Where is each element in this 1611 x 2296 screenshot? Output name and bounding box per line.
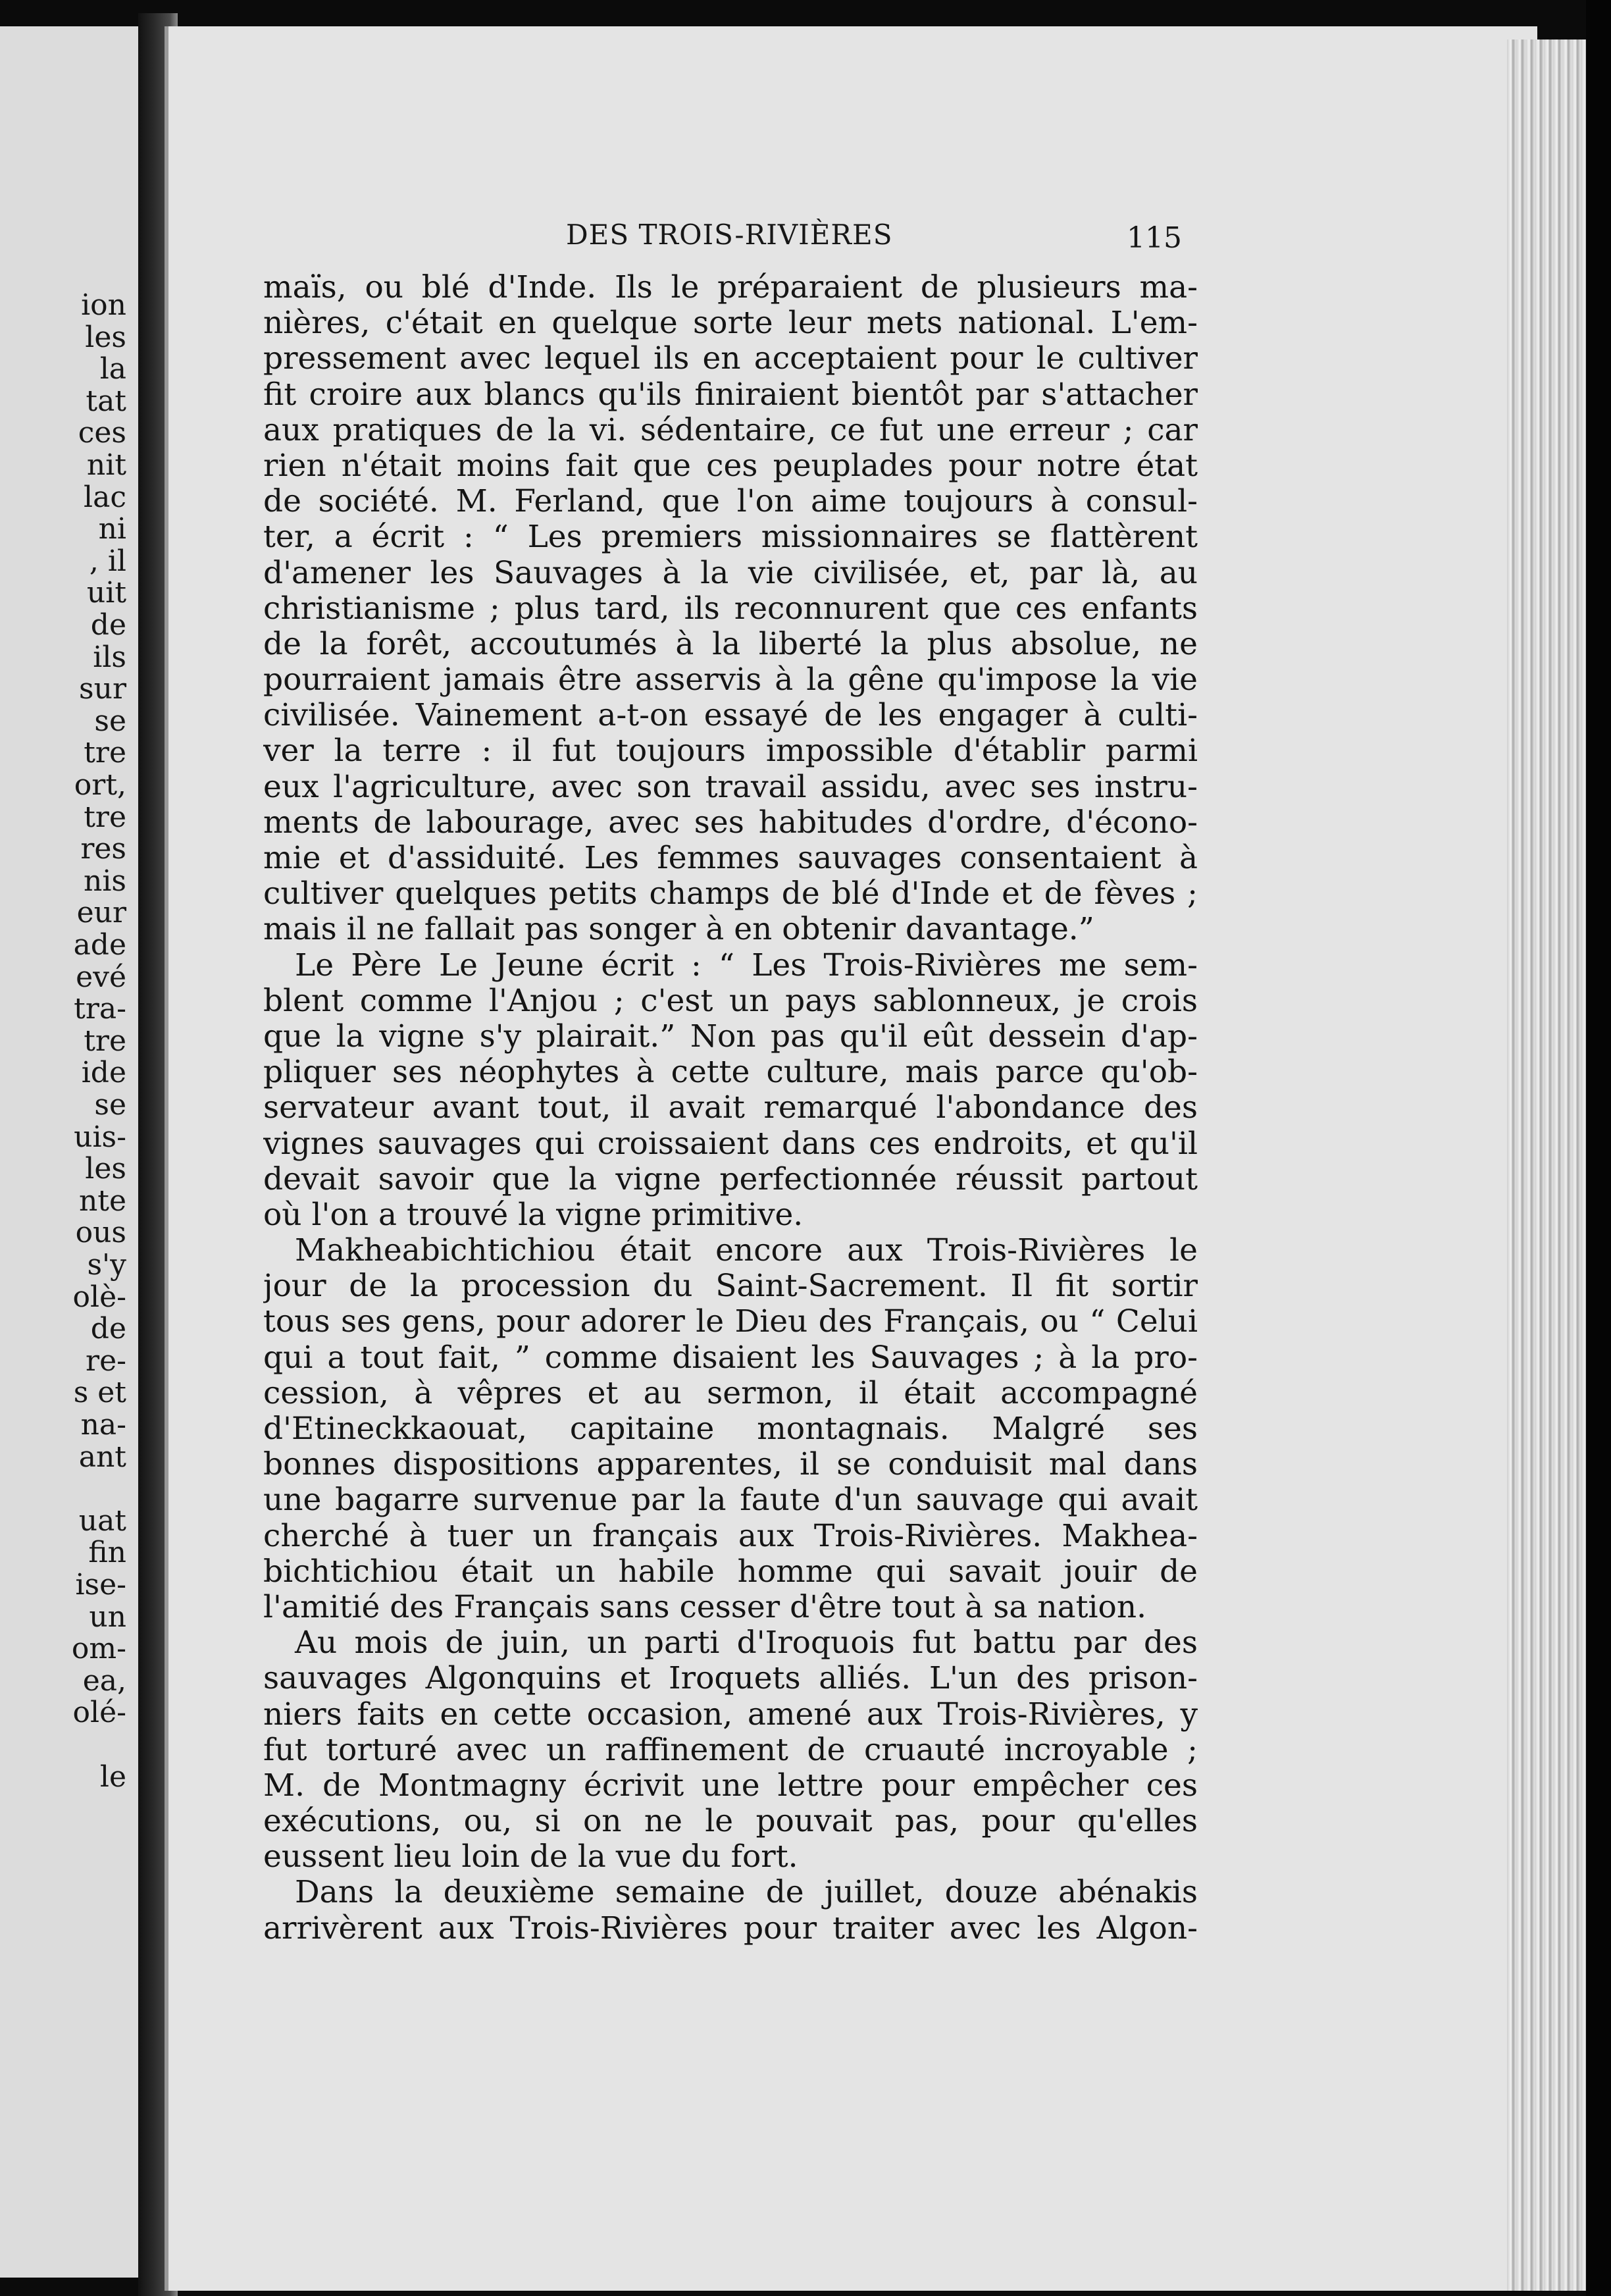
facing-page-fragment: re- (86, 1344, 126, 1378)
text-line: rien n'était moins fait que ces peuplades pour notre état (263, 448, 1198, 484)
text-line: Le Père Le Jeune écrit : “ Les Trois-Rivières me sem- (295, 947, 1198, 983)
facing-page-fragment: de (90, 1312, 126, 1346)
facing-page-fragment: ise- (75, 1568, 126, 1602)
text-line: bichtichiou était un habile homme qui savait jouir de (263, 1553, 1198, 1590)
running-head: DES TROIS-RIVIÈRES (566, 219, 893, 251)
text-line: fit croire aux blancs qu'ils finiraient bientôt par s'attacher (263, 377, 1198, 413)
text-line: arrivèrent aux Trois-Rivières pour traiter avec les Algon- (263, 1910, 1198, 1946)
text-line: Makheabichtichiou était encore aux Trois-Rivières le (295, 1233, 1198, 1269)
facing-page-fragment: tat (86, 384, 126, 418)
facing-page-fragment: om- (71, 1632, 126, 1666)
facing-page-fragment: ide (81, 1056, 126, 1090)
text-line: ver la terre : il fut toujours impossible d'établir parmi (263, 733, 1198, 770)
text-line: mais il ne fallait pas songer à en obtenir davantage.” (263, 912, 1094, 948)
text-line: christianisme ; plus tard, ils reconnurent que ces enfants (263, 590, 1198, 627)
text-line: vignes sauvages qui croissaient dans ces endroits, et qu'il (263, 1126, 1198, 1162)
facing-page-fragment: ils (93, 640, 126, 674)
facing-page-fragment: les (85, 320, 126, 354)
text-line: pourraient jamais être asservis à la gêne qu'impose la vie (263, 662, 1198, 698)
text-line: bonnes dispositions apparentes, il se conduisit mal dans (263, 1447, 1198, 1483)
facing-page-fragment: le (99, 1760, 126, 1794)
text-line: une bagarre survenue par la faute d'un sauvage qui avait (263, 1482, 1198, 1519)
facing-page-fragment: olè- (72, 1280, 126, 1314)
facing-page-fragment: ces (78, 416, 126, 450)
text-line: mie et d'assiduité. Les femmes sauvages consentaient à (263, 841, 1198, 876)
facing-page-fragment: nte (78, 1184, 126, 1218)
body-text (263, 270, 1198, 1946)
facing-page-fragment: uat (78, 1503, 126, 1538)
page-edges (1507, 39, 1586, 2291)
facing-page-fragment: na- (80, 1408, 126, 1442)
facing-page-fragment: ous (75, 1216, 126, 1250)
text-line: fut torturé avec un raffinement de cruauté incroyable ; (263, 1732, 1198, 1768)
facing-page-fragment: tre (84, 1024, 126, 1058)
text-line: M. de Montmagny écrivit une lettre pour empêcher ces (263, 1767, 1198, 1804)
facing-page-fragment: eur (76, 896, 126, 930)
facing-page-fragment: un (89, 1600, 126, 1634)
scan-border (1586, 0, 1611, 2296)
facing-page-fragment: s et (73, 1376, 126, 1410)
text-line: jour de la procession du Saint-Sacrement. Il fit sortir (263, 1268, 1198, 1305)
text-line: d'amener les Sauvages à la vie civilisée, et, par là, au (263, 555, 1198, 591)
text-line: tous ses gens, pour adorer le Dieu des Français, ou “ Celui (263, 1304, 1198, 1340)
facing-page-fragment: ni (98, 512, 126, 546)
facing-page-fragment: ort, (74, 768, 126, 802)
facing-page-fragment: ion (81, 288, 126, 322)
facing-page-fragment: ant (78, 1440, 126, 1474)
facing-page-fragment: ade (73, 928, 126, 962)
text-line: servateur avant tout, il avait remarqué l'abondance des (263, 1090, 1198, 1126)
text-line: où l'on a trouvé la vigne primitive. (263, 1197, 804, 1233)
text-line: ments de labourage, avec ses habitudes d'ordre, d'écono- (263, 804, 1198, 841)
text-line: aux pratiques de la vi. sédentaire, ce fut une erreur ; car (263, 412, 1198, 448)
facing-page-fragment: uis- (74, 1120, 126, 1154)
text-line: niers faits en cette occasion, amené aux Trois-Rivières, y (263, 1696, 1198, 1733)
text-line: cession, à vêpres et au sermon, il était accompagné (263, 1375, 1198, 1411)
facing-page-fragment: se (94, 704, 126, 738)
facing-page-fragment: les (85, 1152, 126, 1186)
text-line: cultiver quelques petits champs de blé d'Inde et de fèves ; (263, 876, 1198, 912)
facing-page-fragment: de (90, 608, 126, 642)
facing-page-fragment: , il (89, 544, 126, 578)
text-line: eussent lieu loin de la vue du fort. (263, 1839, 798, 1875)
text-line: ter, a écrit : “ Les premiers missionnaires se flattèrent (263, 519, 1198, 556)
page-number: 115 (1127, 221, 1182, 255)
facing-page-fragment: se (94, 1088, 126, 1122)
facing-page-fragment: ea, (82, 1663, 126, 1698)
text-line: Au mois de juin, un parti d'Iroquois fut battu par des (295, 1625, 1198, 1661)
text-line: pressement avec lequel ils en acceptaient pour le cultiver (263, 341, 1198, 377)
text-line: l'amitié des Français sans cesser d'être tout à sa nation. (263, 1589, 1147, 1625)
text-line: devait savoir que la vigne perfectionnée réussit partout (263, 1161, 1198, 1197)
text-line: nières, c'était en quelque sorte leur mets national. L'em- (263, 305, 1198, 342)
text-line: civilisée. Vainement a-t-on essayé de les engager à culti- (263, 698, 1198, 734)
text-line: maïs, ou blé d'Inde. Ils le préparaient de plusieurs ma- (263, 270, 1198, 305)
facing-page-fragment: evé (76, 960, 126, 994)
text-line: de la forêt, accoutumés à la liberté la plus absolue, ne (263, 626, 1198, 662)
text-line: sauvages Algonquins et Iroquets alliés. L'un des prison- (263, 1661, 1198, 1697)
facing-page-fragment: tra- (74, 992, 126, 1026)
facing-page-fragment: fin (88, 1536, 126, 1570)
facing-page-fragment: sur (79, 672, 126, 706)
text-line: de société. M. Ferland, que l'on aime toujours à consul- (263, 484, 1198, 520)
facing-page-fragment: nis (84, 864, 126, 898)
facing-page-fragment: olé- (72, 1696, 126, 1730)
text-line: que la vigne s'y plairait.” Non pas qu'il eût dessein d'ap- (263, 1018, 1198, 1055)
facing-page-fragment: res (80, 832, 126, 866)
text-line: exécutions, ou, si on ne le pouvait pas, pour qu'elles (263, 1804, 1198, 1840)
facing-page-fragment: la (99, 352, 126, 386)
facing-page-fragment: tre (84, 800, 126, 834)
facing-page-fragment: lac (84, 480, 126, 514)
facing-page (0, 26, 138, 2278)
text-line: d'Etineckkaouat, capitaine montagnais. Malgré ses (263, 1411, 1198, 1447)
facing-page-fragment: uit (86, 576, 126, 610)
facing-page-fragment: s'y (87, 1248, 126, 1282)
facing-page-fragment: tre (84, 736, 126, 770)
facing-page-fragment: nit (86, 448, 126, 482)
text-line: pliquer ses néophytes à cette culture, mais parce qu'ob- (263, 1055, 1198, 1091)
text-line: cherché à tuer un français aux Trois-Rivières. Makhea- (263, 1518, 1198, 1554)
text-line: blent comme l'Anjou ; c'est un pays sablonneux, je crois (263, 983, 1198, 1019)
text-line: Dans la deuxième semaine de juillet, douze abénakis (295, 1875, 1198, 1911)
text-line: eux l'agriculture, avec son travail assidu, avec ses instru- (263, 769, 1198, 805)
text-line: qui a tout fait, ” comme disaient les Sauvages ; à la pro- (263, 1340, 1198, 1376)
